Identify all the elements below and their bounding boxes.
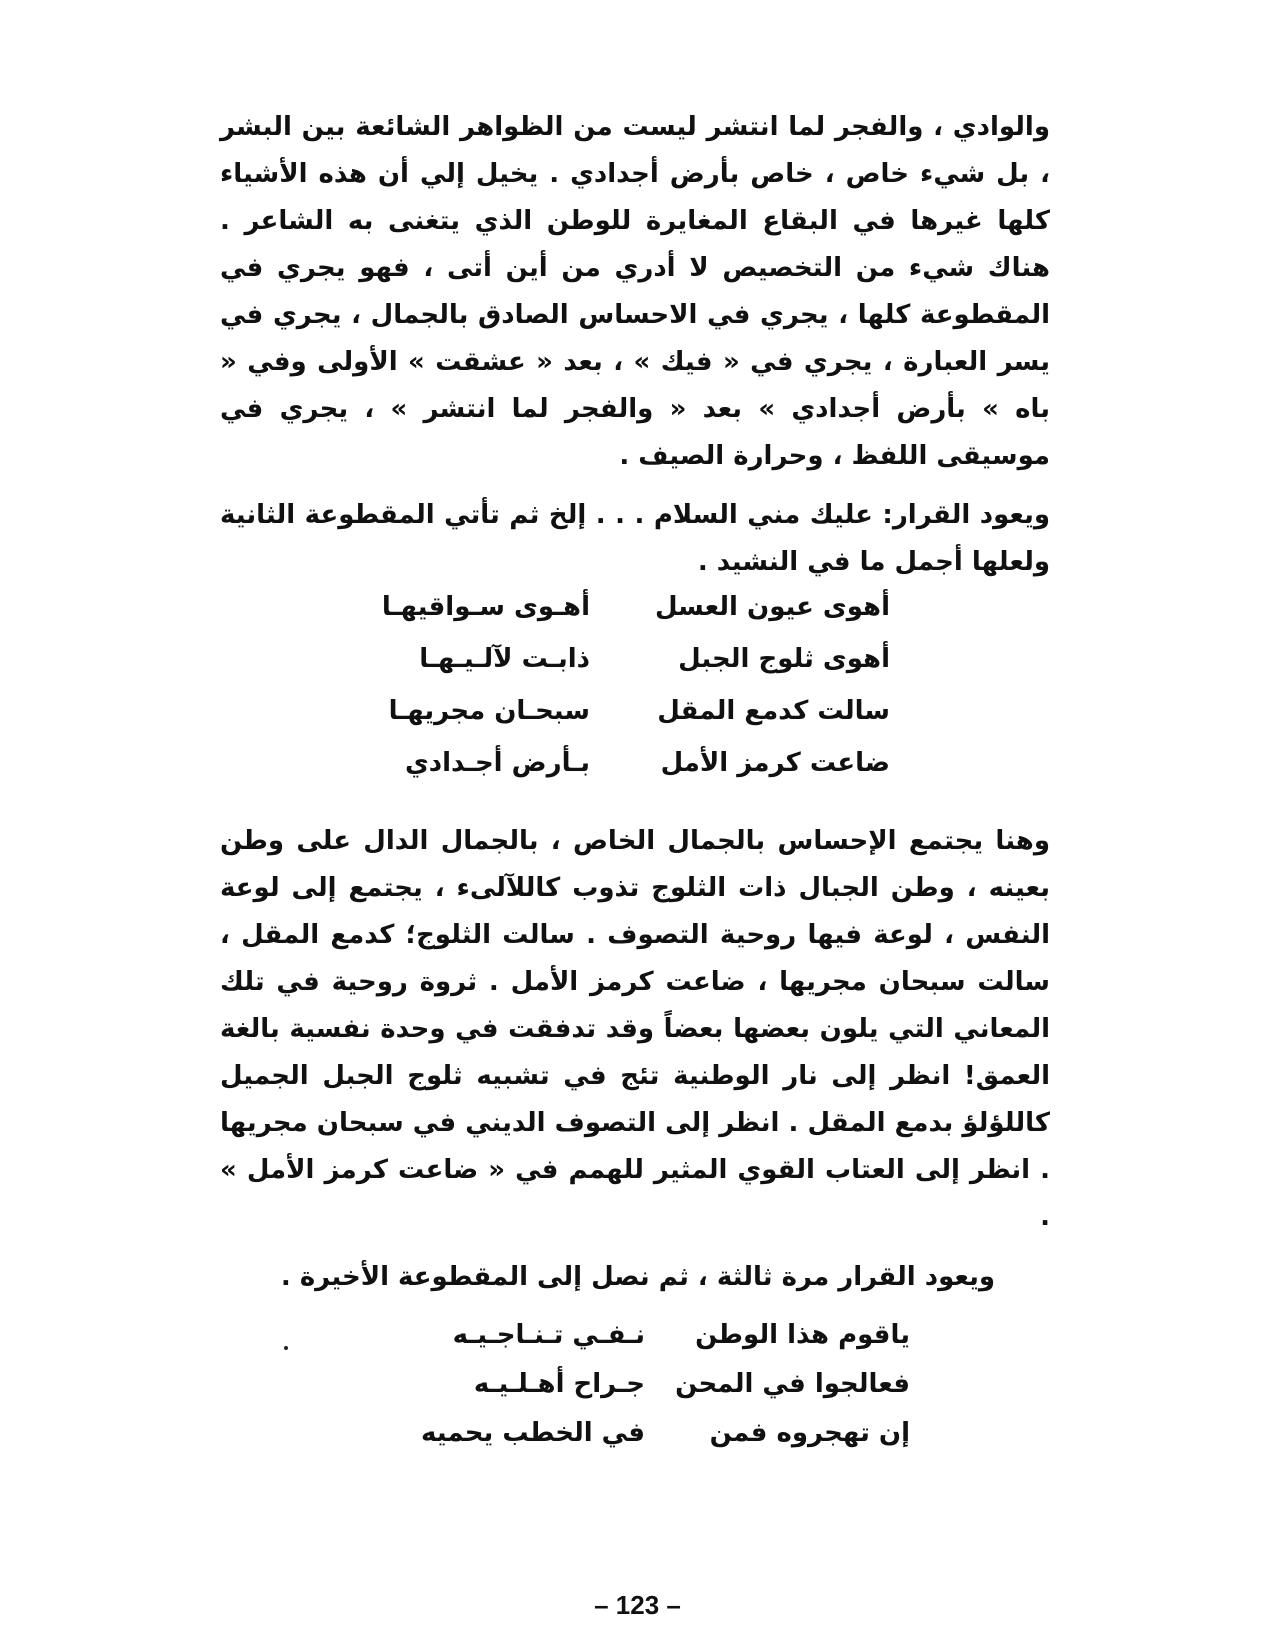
poem-verse	[370, 1320, 910, 1369]
verse-first-hemistich: أهوى عيون العسل	[654, 592, 890, 622]
verse-first-hemistich: فعالجوا في المحن	[675, 1369, 910, 1399]
paragraph-3	[220, 818, 1050, 1241]
verse-second-hemistich: سبحـان مجريهـا	[388, 696, 590, 726]
page-number: – 123 –	[594, 1590, 681, 1620]
poem-stanza-1	[350, 592, 890, 800]
poem-verse	[350, 748, 890, 800]
verse-second-hemistich: في الخطب يحميه	[420, 1418, 645, 1448]
verse-first-hemistich: ضاعت كرمز الأمل	[660, 748, 890, 778]
poem-verse	[350, 592, 890, 644]
verse-second-hemistich: ذابـت لآلـيـهـا	[419, 644, 590, 674]
poem-verse	[370, 1418, 910, 1467]
poem-verse	[350, 696, 890, 748]
paragraph-text: والوادي ، والفجر لما انتشر ليست من الظواهر الشائعة بين البشر ، بل شيء خاص ، خاص بأرض أجدادي . يخيل إلي أن هذه الأشياء كلها غيرها في البقاع المغايرة للوطن الذي يتغنى به الشاعر . هناك شيء من التخصيص لا أدري من أين أتى ، فهو يجري في المقطوعة كلها ، يجري في الاحساس الصادق بالجمال ، يجري في يسر العبارة ، يجري في « فيك » ، بعد « عشقت » الأولى وفي « باه » بأرض أجدادي » بعد « والفجر لما انتشر » ، يجري في موسيقى اللفظ ، وحرارة الصيف .	[220, 112, 1050, 471]
verse-first-hemistich: إن تهجروه فمن	[709, 1418, 910, 1448]
poem-verse	[350, 644, 890, 696]
verse-second-hemistich: بـأرض أجـدادي	[404, 748, 590, 778]
verse-first-hemistich: سالت كدمع المقل	[657, 696, 890, 726]
verse-first-hemistich: أهوى ثلوج الجبل	[678, 644, 890, 674]
paragraph-2	[220, 492, 1050, 586]
stray-dot-mark	[284, 1346, 288, 1350]
verse-first-hemistich: ياقوم هذا الوطن	[695, 1320, 910, 1350]
poem-stanza-2	[370, 1320, 910, 1467]
verse-second-hemistich: جـراح أهـلـيـه	[473, 1369, 645, 1399]
verse-second-hemistich: نـفـي تـنـاجـيـه	[452, 1320, 645, 1350]
verse-second-hemistich: أهـوى سـواقيهـا	[381, 592, 590, 622]
stanza-intro-line: ويعود القرار مرة ثالثة ، ثم نصل إلى المقطوعة الأخيرة .	[280, 1262, 995, 1292]
paragraph-text: وهنا يجتمع الإحساس بالجمال الخاص ، بالجمال الدال على وطن بعينه ، وطن الجبال ذات الثلوج تذوب كاللآلىء ، يجتمع إلى لوعة النفس ، لوعة فيها روحية التصوف . سالت الثلوج؛ كدمع المقل ، سالت سبحان مجريها ، ضاعت كرمز الأمل . ثروة روحية في تلك المعاني التي يلون بعضها بعضاً وقد تدفقت في وحدة نفسية بالغة العمق! انظر إلى نار الوطنية تئج في تشبيه ثلوج الجبل الجميل كاللؤلؤ بدمع المقل . انظر إلى التصوف الديني في سبحان مجريها . انظر إلى العتاب القوي المثير للهمم في « ضاعت كرمز الأمل » .	[220, 826, 1050, 1232]
paragraph-1	[220, 104, 1050, 480]
paragraph-text: ويعود القرار: عليك مني السلام . . . إلخ ثم تأتي المقطوعة الثانية ولعلها أجمل ما في النشيد .	[220, 500, 1050, 577]
poem-verse	[370, 1369, 910, 1418]
